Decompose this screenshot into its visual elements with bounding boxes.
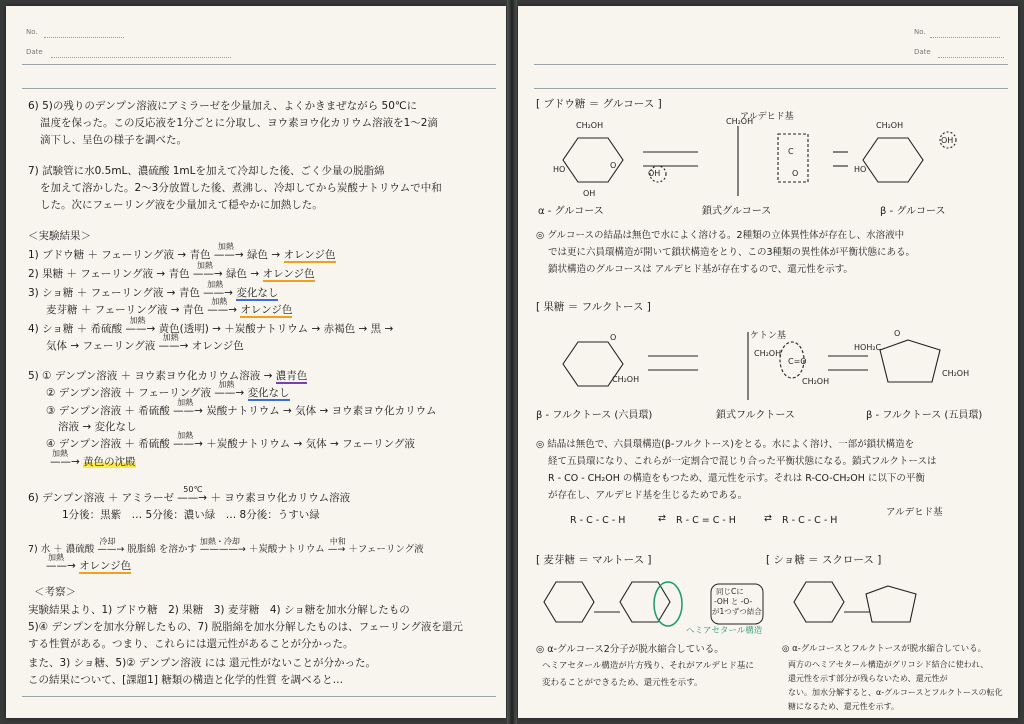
result-4a-rest: 黄色(透明) → ＋炭酸ナトリウム → 赤褐色 → 黒 → <box>158 323 394 335</box>
heat-arrow: 加熱 ——→ <box>158 333 189 352</box>
result-3a <box>28 280 279 300</box>
sucrose-heading: [ ショ糖 ＝ スクロース ] <box>766 554 882 566</box>
top-rule <box>534 64 1008 65</box>
no-label: No. <box>914 28 926 36</box>
result-7b <box>46 553 132 573</box>
procedure-7-line-1: 7) 試験管に水0.5mL、濃硫酸 1mLを加えて冷却した後、ごく少量の脱脂綿 <box>28 165 385 177</box>
result-7b-highlight: オレンジ色 <box>79 560 132 572</box>
heat-label: 加熱 <box>162 333 179 342</box>
beta-fructose-six-caption: β - フルクトース (六員環) <box>536 410 653 421</box>
svg-text:O: O <box>610 161 617 170</box>
five-ring <box>880 340 940 382</box>
result-7a-end: ＋フェーリング液 <box>348 544 424 555</box>
glucose-structures <box>548 116 998 204</box>
glucose-heading: [ ブドウ糖 ＝ グルコース ] <box>536 98 662 110</box>
result-3a-text: 3) ショ糖 ＋ フェーリング液 → 青色 <box>28 287 200 299</box>
result-5-2-text: ② デンプン溶液 ＋ フェーリング液 <box>46 387 212 399</box>
svg-text:CH₂OH: CH₂OH <box>754 349 782 358</box>
sucrose-text-3: 還元性を示す部分が残らないため、還元性が <box>788 674 948 683</box>
maltose-note-2: -OH と -O- <box>714 597 753 606</box>
neutralize-label: 中和 <box>329 537 346 546</box>
result-5-3a-text: ③ デンプン溶液 ＋ 希硫酸 <box>46 405 170 417</box>
equilibrium-2: R - C = C - H <box>676 515 736 526</box>
sucrose-text-2: 両方のヘミアセタール構造がグリコシド結合に使われ、 <box>788 660 989 669</box>
result-4a-text: 4) ショ糖 ＋ 希硫酸 <box>28 323 123 335</box>
cool-label: 冷却 <box>99 537 116 546</box>
disaccharide-structures <box>536 572 1006 634</box>
heat-cool-arrow: 加熱・冷却 ————→ <box>199 537 246 555</box>
top-rule <box>22 64 496 65</box>
fructose-text-4: が存在し、アルデヒド基を生じるためである。 <box>548 490 748 501</box>
maltose-ring-1 <box>544 582 594 622</box>
beta-fructose-five-caption: β - フルクトース (五員環) <box>866 410 983 421</box>
svg-text:O: O <box>792 169 799 178</box>
result-2 <box>28 261 315 281</box>
equilibrium-arrow-2: ⇄ <box>764 513 772 524</box>
heat-cool-label: 加熱・冷却 <box>199 537 240 546</box>
temp-arrow: 50℃ ——→ <box>177 485 208 504</box>
no-line <box>44 37 124 38</box>
equilibrium-arrow-1: ⇄ <box>658 513 666 524</box>
date-line <box>51 57 231 58</box>
notebook-binding <box>507 0 517 724</box>
heat-label: 加熱 <box>211 297 228 306</box>
discussion-line-5: この結果について、[課題1] 糖類の構造と化学的性質 を調べると… <box>28 674 344 686</box>
result-5-4b-highlight: 黄色の沈殿 <box>83 456 136 468</box>
svg-text:OH: OH <box>583 189 596 198</box>
result-3b-text: 麦芽糖 ＋ フェーリング液 → 青色 <box>46 304 204 316</box>
equilibrium-aldehyde-label: アルデヒド基 <box>886 507 943 518</box>
heat-label: 加熱 <box>48 553 64 562</box>
heat-arrow: 加熱 ——→ <box>173 431 203 450</box>
maltose-text-3: 変わることができるため、還元性を示す。 <box>542 678 703 688</box>
fructose-text-2: 経て五員環になり、これらが一定割合で混じり合った平衡状態になる。鎖式フルクトースは <box>548 456 937 467</box>
heat-label: 加熱 <box>217 242 234 251</box>
result-1 <box>28 242 336 262</box>
maltose-heading: [ 麦芽糖 ＝ マルトース ] <box>536 554 652 566</box>
svg-text:CH₂OH: CH₂OH <box>726 117 754 126</box>
svg-text:C=O: C=O <box>788 357 807 366</box>
maltose-ring-2 <box>620 582 670 622</box>
beta-glucose-ring <box>863 138 923 182</box>
sucrose-text-1: ◎ α-グルコースとフルクトースが脱水縮合している。 <box>782 644 987 654</box>
left-notebook-page <box>6 6 506 718</box>
result-5-3a <box>46 398 437 418</box>
result-3a-highlight: 変化なし <box>236 287 279 299</box>
svg-text:CH₂OH: CH₂OH <box>942 369 970 378</box>
heat-arrow: 加熱 ——→ <box>173 398 203 417</box>
svg-text:CH₂OH: CH₂OH <box>876 121 904 130</box>
procedure-7-line-2: を加えて溶かした。2〜3分放置した後、煮沸し、冷却してから炭酸ナトリウムで中和 <box>40 182 442 194</box>
heat-label: 加熱 <box>218 380 235 389</box>
result-7a <box>28 537 424 556</box>
sucrose-ring-1 <box>794 582 844 622</box>
svg-text:OH: OH <box>648 169 661 178</box>
result-1-highlight: オレンジ色 <box>283 249 336 261</box>
hemiacetal-label: ヘミアセタール構造 <box>686 626 763 636</box>
result-7a-text: 7) 水 ＋ 濃硫酸 <box>28 544 95 555</box>
heat-arrow: 加熱 ——→ <box>214 380 245 399</box>
maltose-text-2: ヘミアセタール構造が片方残り、それがアルデヒド基に <box>542 661 754 671</box>
discussion-heading: ＜考察＞ <box>34 586 76 598</box>
result-4b-end: オレンジ色 <box>191 340 244 352</box>
svg-text:C: C <box>788 147 794 156</box>
heat-label: 加熱 <box>177 398 194 407</box>
hemiacetal-highlight <box>654 582 682 626</box>
rule <box>534 88 1008 89</box>
equilibrium-3: R - C - C - H <box>782 515 838 526</box>
sucrose-ring-2 <box>866 586 916 622</box>
heat-arrow: 加熱 ——→ <box>213 242 244 261</box>
sucrose-text-5: 糖になるため、還元性を示す。 <box>788 702 900 711</box>
heat-arrow: 加熱 ——→ <box>125 316 156 335</box>
discussion-line-4: また、3) ショ糖、5)② デンプン溶液 には 還元性がないことが分かった。 <box>28 657 376 669</box>
heat-label: 加熱 <box>207 280 224 289</box>
sucrose-text-4: ない。加水分解すると、α-グルコースとフルクトースの転化 <box>788 688 1003 697</box>
heat-label: 加熱 <box>196 261 213 270</box>
fructose-structures <box>548 326 998 406</box>
result-3b <box>46 297 293 317</box>
result-4b-text: 気体 → フェーリング液 <box>46 340 156 352</box>
glucose-text-2: では更に六員環構造が開いて鎖状構造をとり、この3種類の異性体が平衡状態にある。 <box>548 247 916 258</box>
svg-text:HO: HO <box>553 165 566 174</box>
result-5-2 <box>46 380 290 400</box>
fructose-text-3: R - CO - CH₂OH の構造をもつため、還元性を示す。それは R-CO-CH₂OH に以下の平衡 <box>548 473 925 484</box>
heat-arrow: 加熱 ——→ <box>50 449 80 468</box>
result-2-highlight: オレンジ色 <box>262 268 315 280</box>
svg-text:CH₂OH: CH₂OH <box>802 377 830 386</box>
result-5-3a-rest: 炭酸ナトリウム → 気体 → ヨウ素ヨウ化カリウム <box>206 405 437 417</box>
no-label: No. <box>26 28 38 36</box>
procedure-6-line-2: 温度を保った。この反応液を1分ごとに分取し、ヨウ素ヨウ化カリウム溶液を1〜2滴 <box>40 117 438 129</box>
procedure-7-line-3: した。次にフェーリング液を少量加えて穏やかに加熱した。 <box>40 199 323 211</box>
neutralize-arrow: 中和 —→ <box>327 537 346 555</box>
result-2-mid: 緑色 → <box>226 268 260 280</box>
result-5-4a-text: ④ デンプン溶液 ＋ 希硫酸 <box>46 438 170 450</box>
result-5-4a <box>46 431 415 451</box>
result-7a-add: ＋炭酸ナトリウム <box>248 544 325 555</box>
discussion-line-1: 実験結果より、1) ブドウ糖 2) 果糖 3) 麦芽糖 4) ショ糖を加水分解したもの <box>28 604 410 616</box>
heat-arrow: 加熱 ——→ <box>46 553 76 572</box>
aldehyde-group-label: アルデヒド基 <box>740 112 794 122</box>
result-5-4b <box>50 449 136 469</box>
svg-text:CH₂OH: CH₂OH <box>612 375 640 384</box>
result-4a <box>28 316 394 336</box>
date-label: Date <box>914 48 931 56</box>
result-5-2-highlight: 変化なし <box>247 387 290 399</box>
maltose-note-1: 同じCに <box>716 587 744 596</box>
result-2-text: 2) 果糖 ＋ フェーリング液 → 青色 <box>28 268 190 280</box>
alpha-glucose-caption: α - グルコース <box>538 206 604 217</box>
right-notebook-page <box>518 6 1018 718</box>
svg-text:O: O <box>610 333 617 342</box>
discussion-line-3: する性質がある。つまり、これらには還元性があることが分かった。 <box>28 638 354 650</box>
chain-fructose-caption: 鎖式フルクトース <box>716 410 795 421</box>
fructose-text-1: ◎ 結晶は無色で、六員環構造(β-フルクトース)をとる。水によく溶け、一部が鎖状構造を <box>536 439 915 450</box>
beta-glucose-caption: β - グルコース <box>880 206 946 217</box>
result-6a <box>28 485 351 505</box>
svg-text:OH: OH <box>941 136 954 145</box>
procedure-6-line-3: 滴下し、呈色の様子を調べた。 <box>40 134 187 146</box>
result-5-1-text: 5) ① デンプン溶液 ＋ ヨウ素ヨウ化カリウム溶液 → <box>28 370 273 382</box>
results-heading: ＜実験結果＞ <box>28 230 91 242</box>
heat-label: 加熱 <box>177 431 194 440</box>
date-line <box>938 57 1004 58</box>
result-5-1 <box>28 370 307 383</box>
svg-text:HO: HO <box>854 165 867 174</box>
result-7a-mid: 脱脂綿 を溶かす <box>127 544 197 555</box>
svg-text:HOH₂C: HOH₂C <box>854 343 882 352</box>
result-3b-highlight: オレンジ色 <box>240 304 293 316</box>
svg-text:O: O <box>894 329 901 338</box>
heat-arrow: 加熱 ——→ <box>192 261 223 280</box>
bottom-rule <box>22 696 496 697</box>
maltose-text-1: ◎ α-グルコース2分子が脱水縮合している。 <box>536 644 724 655</box>
rule <box>22 88 496 89</box>
temp-label: 50℃ <box>183 485 203 494</box>
equilibrium-1: R - C - C - H <box>570 515 626 526</box>
heat-label: 加熱 <box>52 449 68 458</box>
result-5-3b: 溶液 → 変化なし <box>58 421 137 433</box>
heat-arrow: 加熱 ——→ <box>203 280 233 299</box>
heat-label: 加熱 <box>129 316 146 325</box>
ketone-group-label: ケトン基 <box>750 331 787 341</box>
result-6a-text: 6) デンプン溶液 ＋ アミラーゼ <box>28 492 174 504</box>
result-6a-rest: ＋ ヨウ素ヨウ化カリウム溶液 <box>210 492 351 504</box>
result-1-mid: 緑色 → <box>247 249 281 261</box>
result-4b <box>46 333 244 353</box>
svg-text:CH₂OH: CH₂OH <box>576 121 604 130</box>
alpha-glucose-ring <box>563 138 623 182</box>
procedure-6-line-1: 6) 5)の残りのデンプン溶液にアミラーゼを少量加え、よくかきまぜながら 50℃に <box>28 100 418 112</box>
result-1-text: 1) ブドウ糖 ＋ フェーリング液 → 青色 <box>28 249 211 261</box>
glucose-text-3: 鎖状構造のグルコースは アルデヒド基が存在するので、還元性を示す。 <box>548 264 853 275</box>
fructose-heading: [ 果糖 ＝ フルクトース ] <box>536 301 651 313</box>
chain-glucose-caption: 鎖式グルコース <box>702 206 772 217</box>
discussion-line-2: 5)④ デンプンを加水分解したもの、7) 脱脂綿を加水分解したものは、フェーリング液を還元 <box>28 621 463 633</box>
heat-arrow: 加熱 ——→ <box>207 297 238 316</box>
result-5-1-highlight: 濃青色 <box>275 370 308 382</box>
date-label: Date <box>26 48 43 56</box>
no-line <box>930 37 1000 38</box>
glucose-text-1: ◎ グルコースの結晶は無色で水によく溶ける。2種類の立体異性体が存在し、水溶液中 <box>536 230 905 241</box>
result-5-4a-rest: ＋炭酸ナトリウム → 気体 → フェーリング液 <box>206 438 415 450</box>
result-6b: 1分後：黒紫 … 5分後：濃い緑 … 8分後：うすい緑 <box>62 509 320 521</box>
cool-arrow: 冷却 ——→ <box>97 537 125 555</box>
maltose-note-3: が1つずつ結合 <box>712 607 762 616</box>
